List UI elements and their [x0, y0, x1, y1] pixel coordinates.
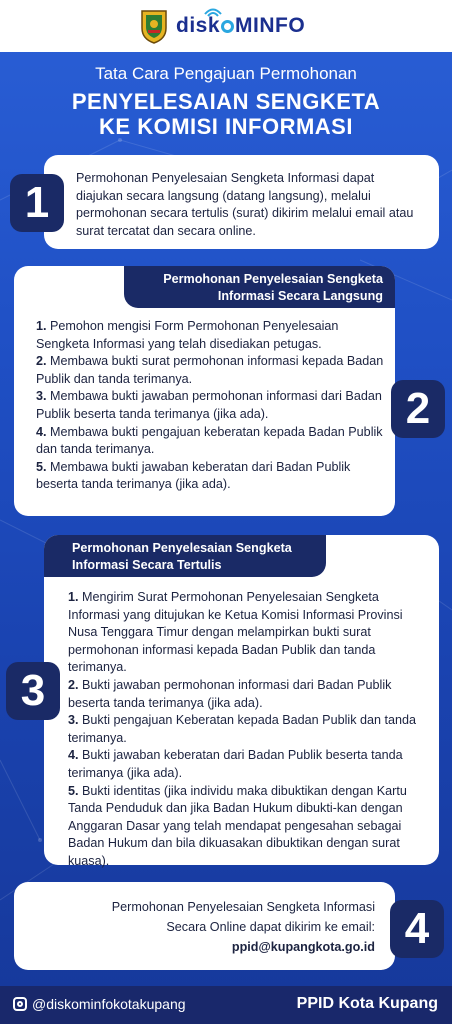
item-number: 4. [36, 424, 47, 439]
item-text: Bukti identitas (jika individu maka dibuktikan dengan Kartu Tanda Penduduk dan jika Badan Hukum dibukti-kan dengan Anggaran Dasar yang telah mendapat pengesahan sebagai Badan Hukum dan bila dikuasakan dibuktikan dengan surat kuasa). [68, 783, 407, 868]
item-number: 5. [68, 783, 79, 798]
step-3-item [68, 783, 426, 871]
step-4-line-2: Secara Online dapat dikirim ke email: [166, 920, 375, 934]
item-number: 3. [36, 389, 47, 404]
step-4-line-1: Permohonan Penyelesaian Sengketa Informasi [111, 900, 375, 914]
step-1-number: 1 [10, 174, 64, 232]
step-3-item [68, 712, 426, 747]
footer-bar [0, 986, 452, 1024]
kupang-crest-icon [139, 8, 169, 44]
item-text: Membawa bukti pengajuan keberatan kepada Badan Publik dan tanda terimanya. [36, 424, 383, 457]
step-2-item [36, 459, 388, 494]
step-2-item [36, 424, 388, 459]
title-line-2: KE KOMISI INFORMASI [99, 114, 353, 139]
step-2-tab-line-2: Informasi Secara Langsung [217, 289, 383, 303]
page-title [0, 89, 452, 139]
step-4-email[interactable]: ppid@kupangkota.go.id [231, 940, 375, 954]
item-number: 1. [36, 319, 47, 333]
item-text: Mengirim Surat Permohonan Penyelesaian Sengketa Informasi yang ditujukan ke Ketua Komisi Informasi Provinsi Nusa Tenggara Timur dengan melampirkan bukti surat permohonan informasi kepada Badan Publik dan tanda terimanya. [68, 590, 403, 675]
item-number: 1. [68, 590, 79, 604]
brand-prefix: dis [176, 14, 208, 37]
step-2-item [36, 353, 388, 388]
step-3-tab [44, 535, 326, 577]
diskominfo-logo [176, 14, 305, 38]
step-2-number: 2 [391, 380, 445, 438]
step-3-tab-line-1: Permohonan Penyelesaian Sengketa [72, 541, 292, 555]
item-number: 2. [68, 677, 79, 692]
step-2-item [36, 318, 388, 353]
item-number: 5. [36, 459, 47, 474]
item-number: 4. [68, 748, 79, 763]
step-3-item [68, 677, 426, 712]
step-2-item [36, 388, 388, 423]
brand-o-icon [221, 20, 234, 33]
item-text: Bukti jawaban keberatan dari Badan Publik beserta tanda terimanya (jika ada). [68, 748, 403, 780]
footer-org-name: PPID Kota Kupang [296, 995, 438, 1012]
item-text: Membawa bukti jawaban keberatan dari Badan Publik beserta tanda terimanya (jika ada). [36, 459, 351, 492]
item-text: Bukti jawaban permohonan informasi dari Badan Publik beserta tanda terimanya (jika ada). [68, 677, 392, 710]
item-text: Membawa bukti surat permohonan informasi kepada Badan Publik dan tanda terimanya. [36, 354, 384, 386]
item-text: Bukti pengajuan Keberatan kepada Badan Publik dan tanda terimanya. [68, 713, 417, 745]
instagram-handle[interactable]: @diskominfokotakupang [32, 996, 186, 1012]
step-3-tab-line-2: Informasi Secara Tertulis [72, 558, 222, 572]
step-3-list [68, 589, 426, 871]
brand-suffix: MINFO [235, 14, 306, 37]
step-3-item [68, 589, 426, 677]
item-number: 3. [68, 713, 79, 728]
step-4-number: 4 [390, 900, 444, 958]
item-number: 2. [36, 354, 47, 369]
page-subtitle: Tata Cara Pengajuan Permohonan [95, 64, 357, 83]
step-2-tab [124, 266, 395, 308]
step-4-text [30, 897, 375, 957]
header-bar [0, 0, 452, 52]
step-2-list [36, 318, 388, 494]
step-3-number: 3 [6, 662, 60, 720]
step-1-text: Permohonan Penyelesaian Sengketa Informasi dapat diajukan secara langsung (datang langsung), melalui permohonan secara tertulis (surat) dikirim melalui email atau surat tercatat dan secara online. [76, 171, 414, 238]
item-text: Membawa bukti jawaban permohonan informasi dari Badan Publik beserta tanda terimanya (jika ada). [36, 389, 382, 421]
instagram-icon [13, 997, 27, 1011]
item-text: Pemohon mengisi Form Permohonan Penyelesaian Sengketa Informasi yang telah disediakan petugas. [36, 319, 339, 351]
step-3-item [68, 747, 426, 782]
brand-mid: k [207, 14, 221, 37]
title-line-1: PENYELESAIAN SENGKETA [71, 89, 381, 114]
step-2-tab-line-1: Permohonan Penyelesaian Sengketa [163, 272, 383, 286]
